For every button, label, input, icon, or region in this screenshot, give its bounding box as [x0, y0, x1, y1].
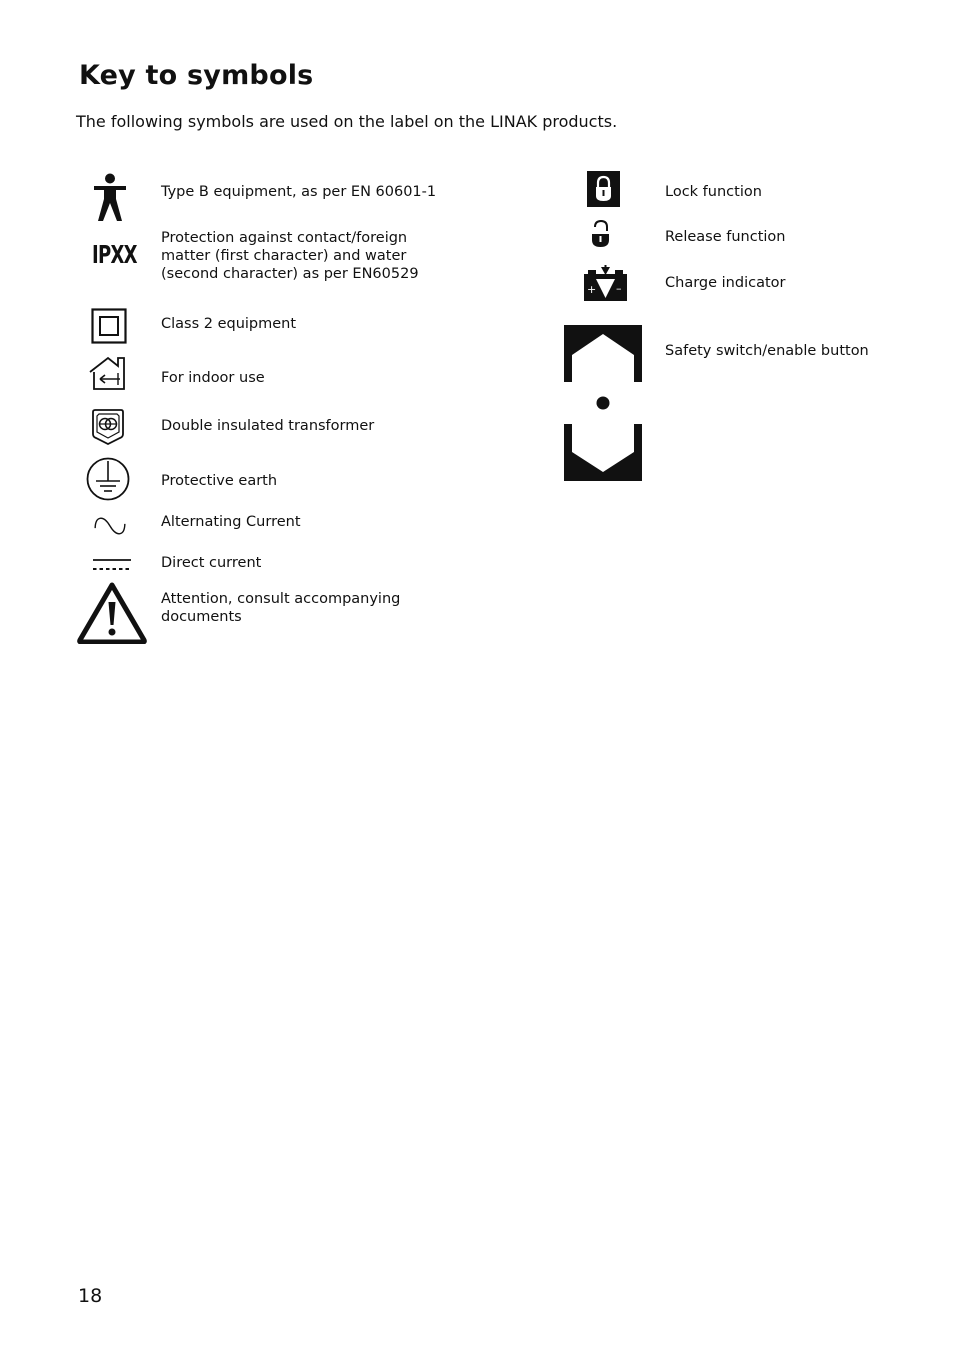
svg-text:+: + [587, 283, 597, 296]
symbol-label-earth: Protective earth [161, 473, 278, 489]
symbol-label-dc: Direct current [161, 555, 262, 571]
symbol-label-release: Release function [665, 229, 786, 245]
symbol-label-charge: Charge indicator [665, 275, 786, 291]
page-title: Key to symbols [79, 60, 314, 91]
double-square-icon [91, 308, 127, 344]
symbol-label-attention: Attention, consult accompanying documents [161, 591, 401, 625]
dc-icon [93, 558, 131, 572]
symbol-label-type-b: Type B equipment, as per EN 60601-1 [161, 184, 437, 200]
intro-text: The following symbols are used on the label on the LINAK products. [76, 112, 618, 131]
symbol-label-ipxx: Protection against contact/foreign matter (first character) and water (second character) as per EN60529 [161, 230, 419, 282]
symbol-label-safety-switch: Safety switch/enable button [665, 343, 869, 359]
svg-text:–: – [616, 282, 622, 295]
house-icon [88, 355, 130, 391]
safety-switch-icon [564, 325, 642, 482]
ipxx-icon: IPXX [92, 240, 137, 269]
transformer-icon [91, 408, 125, 446]
battery-charge-icon [584, 265, 627, 301]
person-icon [92, 173, 128, 223]
sine-wave-icon [93, 512, 127, 540]
symbol-label-indoor: For indoor use [161, 370, 265, 386]
unlock-icon [590, 219, 612, 249]
symbol-label-ac: Alternating Current [161, 514, 301, 530]
warning-triangle-icon [77, 582, 147, 644]
symbol-label-transformer: Double insulated transformer [161, 418, 375, 434]
earth-icon [86, 457, 130, 501]
page-number: 18 [78, 1285, 103, 1307]
lock-icon [587, 171, 620, 207]
symbol-label-class2: Class 2 equipment [161, 316, 297, 332]
symbol-label-lock: Lock function [665, 184, 762, 200]
